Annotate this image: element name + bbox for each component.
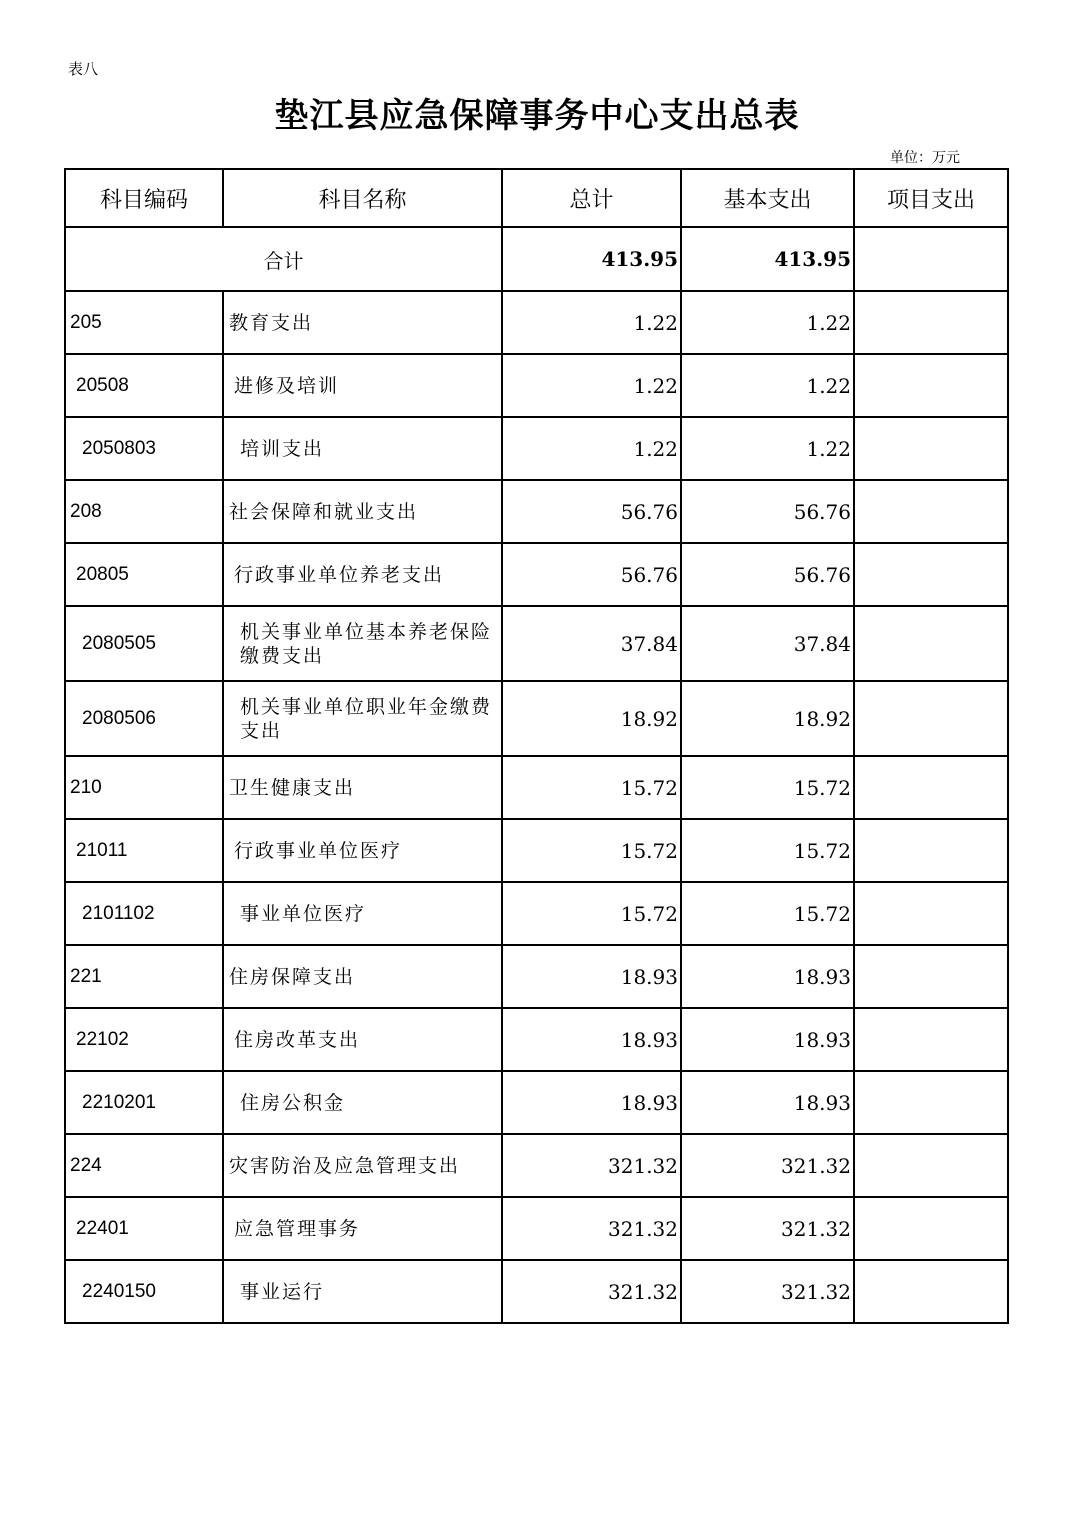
name-cell: 进修及培训 (223, 354, 502, 417)
basic-cell: 15.72 (681, 882, 854, 945)
project-cell (854, 1008, 1008, 1071)
table-row (65, 1197, 1008, 1260)
code-cell: 20508 (65, 354, 223, 417)
header-code: 科目编码 (65, 169, 223, 227)
name-cell: 社会保障和就业支出 (223, 480, 502, 543)
name-cell: 行政事业单位医疗 (223, 819, 502, 882)
basic-cell: 1.22 (681, 417, 854, 480)
code-cell: 210 (65, 756, 223, 819)
project-cell (854, 543, 1008, 606)
table-row (65, 756, 1008, 819)
project-cell (854, 1197, 1008, 1260)
name-cell: 教育支出 (223, 291, 502, 354)
table-row (65, 354, 1008, 417)
unit-label: 单位：万元 (890, 150, 960, 166)
expenditure-table (64, 168, 1009, 1324)
code-cell: 22102 (65, 1008, 223, 1071)
basic-cell: 321.32 (681, 1197, 854, 1260)
project-cell (854, 480, 1008, 543)
total-cell: 56.76 (502, 543, 681, 606)
code-cell: 208 (65, 480, 223, 543)
total-row (65, 227, 1008, 291)
name-cell: 事业单位医疗 (223, 882, 502, 945)
total-cell: 18.92 (502, 681, 681, 756)
table-row (65, 480, 1008, 543)
table-row (65, 291, 1008, 354)
table-row (65, 945, 1008, 1008)
basic-cell: 56.76 (681, 543, 854, 606)
code-cell: 224 (65, 1134, 223, 1197)
total-cell: 18.93 (502, 1071, 681, 1134)
code-cell: 22401 (65, 1197, 223, 1260)
total-cell: 321.32 (502, 1197, 681, 1260)
total-cell: 18.93 (502, 945, 681, 1008)
code-cell: 2080505 (65, 606, 223, 681)
total-cell: 15.72 (502, 819, 681, 882)
project-cell (854, 354, 1008, 417)
total-cell: 321.32 (502, 1134, 681, 1197)
basic-cell: 321.32 (681, 1260, 854, 1323)
name-cell: 卫生健康支出 (223, 756, 502, 819)
table-row (65, 1260, 1008, 1323)
total-basic: 413.95 (681, 227, 854, 291)
total-total: 413.95 (502, 227, 681, 291)
basic-cell: 18.93 (681, 945, 854, 1008)
code-cell: 21011 (65, 819, 223, 882)
total-cell: 321.32 (502, 1260, 681, 1323)
table-row (65, 1134, 1008, 1197)
table-row (65, 681, 1008, 756)
table-row (65, 543, 1008, 606)
project-cell (854, 417, 1008, 480)
total-cell: 1.22 (502, 354, 681, 417)
table-row (65, 417, 1008, 480)
project-cell (854, 1071, 1008, 1134)
code-cell: 2210201 (65, 1071, 223, 1134)
name-cell: 机关事业单位基本养老保险缴费支出 (223, 606, 502, 681)
table-row (65, 882, 1008, 945)
name-cell: 事业运行 (223, 1260, 502, 1323)
basic-cell: 37.84 (681, 606, 854, 681)
basic-cell: 1.22 (681, 354, 854, 417)
total-label: 合计 (65, 227, 502, 291)
basic-cell: 18.93 (681, 1071, 854, 1134)
total-cell: 18.93 (502, 1008, 681, 1071)
code-cell: 20805 (65, 543, 223, 606)
table-row (65, 1071, 1008, 1134)
total-cell: 1.22 (502, 291, 681, 354)
name-cell: 住房公积金 (223, 1071, 502, 1134)
header-basic: 基本支出 (681, 169, 854, 227)
total-cell: 1.22 (502, 417, 681, 480)
basic-cell: 18.92 (681, 681, 854, 756)
project-cell (854, 945, 1008, 1008)
project-cell (854, 291, 1008, 354)
project-cell (854, 882, 1008, 945)
name-cell: 住房改革支出 (223, 1008, 502, 1071)
code-cell: 2101102 (65, 882, 223, 945)
header-name: 科目名称 (223, 169, 502, 227)
project-cell (854, 1134, 1008, 1197)
name-cell: 应急管理事务 (223, 1197, 502, 1260)
total-cell: 15.72 (502, 756, 681, 819)
total-cell: 56.76 (502, 480, 681, 543)
basic-cell: 18.93 (681, 1008, 854, 1071)
project-cell (854, 606, 1008, 681)
header-project: 项目支出 (854, 169, 1008, 227)
basic-cell: 321.32 (681, 1134, 854, 1197)
name-cell: 机关事业单位职业年金缴费支出 (223, 681, 502, 756)
project-cell (854, 1260, 1008, 1323)
name-cell: 行政事业单位养老支出 (223, 543, 502, 606)
code-cell: 221 (65, 945, 223, 1008)
table-row (65, 819, 1008, 882)
code-cell: 205 (65, 291, 223, 354)
sheet-label: 表八 (68, 60, 99, 78)
project-cell (854, 819, 1008, 882)
table-row (65, 606, 1008, 681)
header-total: 总计 (502, 169, 681, 227)
basic-cell: 15.72 (681, 819, 854, 882)
total-cell: 37.84 (502, 606, 681, 681)
name-cell: 灾害防治及应急管理支出 (223, 1134, 502, 1197)
basic-cell: 1.22 (681, 291, 854, 354)
total-project (854, 227, 1008, 291)
table-row (65, 1008, 1008, 1071)
project-cell (854, 681, 1008, 756)
code-cell: 2050803 (65, 417, 223, 480)
name-cell: 住房保障支出 (223, 945, 502, 1008)
total-cell: 15.72 (502, 882, 681, 945)
basic-cell: 15.72 (681, 756, 854, 819)
project-cell (854, 756, 1008, 819)
code-cell: 2240150 (65, 1260, 223, 1323)
name-cell: 培训支出 (223, 417, 502, 480)
code-cell: 2080506 (65, 681, 223, 756)
basic-cell: 56.76 (681, 480, 854, 543)
page-title: 垫江县应急保障事务中心支出总表 (274, 96, 800, 136)
header-row (65, 169, 1008, 227)
